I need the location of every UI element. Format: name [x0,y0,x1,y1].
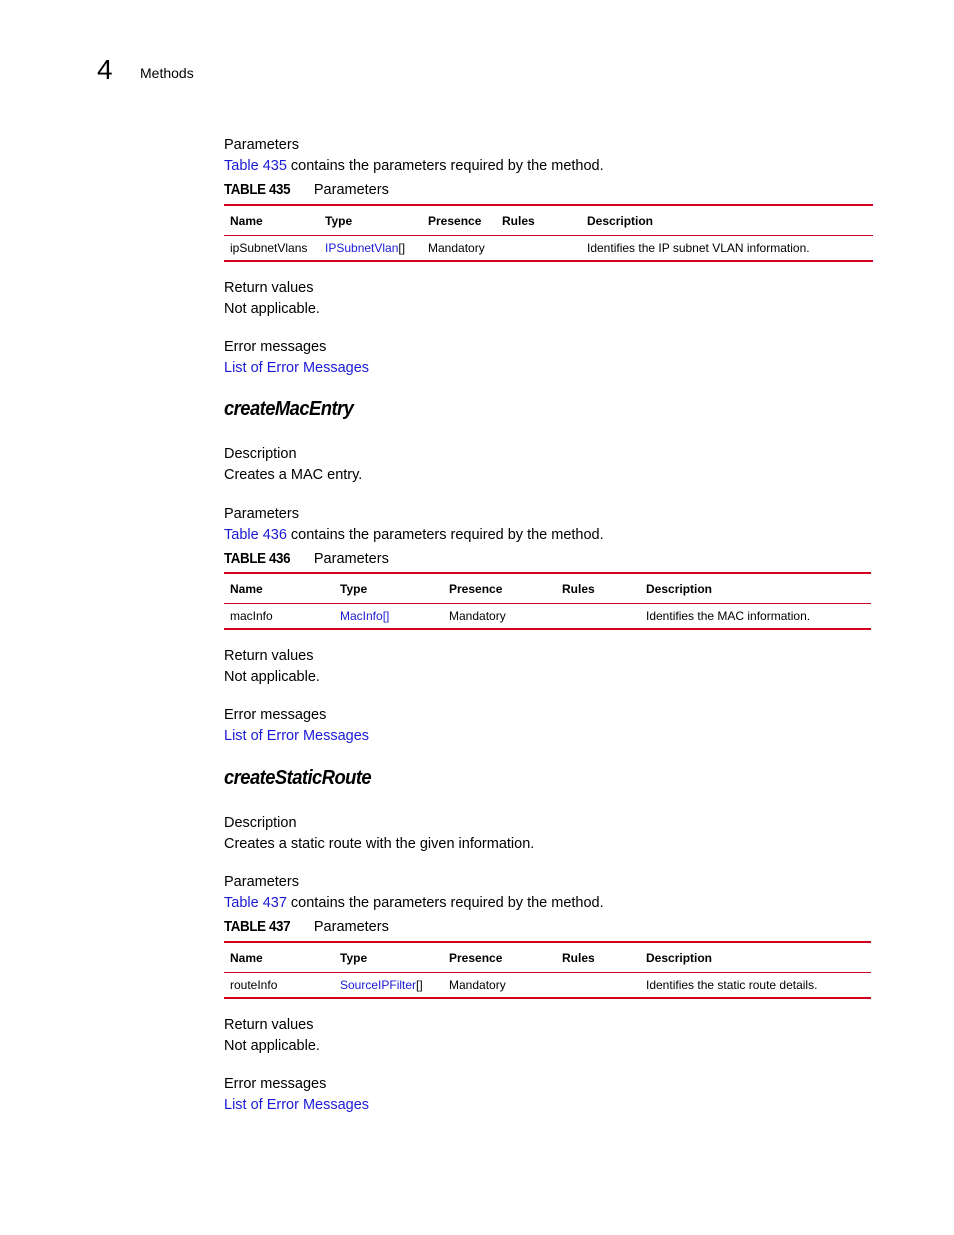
error-messages-link[interactable]: List of Error Messages [224,728,370,744]
return-values-text: Not applicable. [224,1038,320,1054]
table-reference-suffix: contains the parameters required by the method. [286,158,604,174]
return-values-heading: Return values [224,1017,314,1033]
table-label: TABLE 437 [224,919,291,935]
table-caption [224,919,389,935]
table-caption [224,551,389,567]
param-type-link[interactable]: MacInfo [340,609,383,623]
table-caption [224,182,389,198]
return-values-heading: Return values [224,648,314,664]
description-text: Creates a MAC entry. [224,467,363,483]
error-messages-link[interactable]: List of Error Messages [224,1097,370,1113]
table-caption-text: Parameters [313,919,389,935]
col-presence-header: Presence [422,205,496,236]
table-header-row [224,205,873,236]
param-presence: Mandatory [422,236,496,262]
table-header-row [224,942,871,973]
return-values-text: Not applicable. [224,301,320,317]
param-description: Identifies the MAC information. [640,604,871,630]
parameters-heading: Parameters [224,137,299,153]
col-rules-header: Rules [496,205,581,236]
method-title: createStaticRoute [224,767,372,789]
table-437-link[interactable]: Table 437 [224,895,287,911]
param-rules [556,973,640,999]
param-name: ipSubnetVlans [224,236,319,262]
col-rules-header: Rules [556,573,640,604]
parameters-table [224,941,871,999]
parameters-table [224,204,873,262]
parameters-table [224,572,871,630]
col-presence-header: Presence [443,942,556,973]
param-presence: Mandatory [443,973,556,999]
param-type-suffix: [] [382,609,390,623]
param-name: routeInfo [224,973,334,999]
param-type [319,236,422,262]
col-name-header: Name [224,205,319,236]
param-rules [496,236,581,262]
table-435-link[interactable]: Table 435 [224,158,287,174]
parameters-heading: Parameters [224,506,299,522]
description-heading: Description [224,446,297,462]
table-reference-suffix: contains the parameters required by the method. [286,895,604,911]
param-description: Identifies the IP subnet VLAN information. [581,236,873,262]
description-text: Creates a static route with the given information. [224,836,535,852]
table-row [224,236,873,262]
col-presence-header: Presence [443,573,556,604]
return-values-text: Not applicable. [224,669,320,685]
col-description-header: Description [581,205,873,236]
param-type [334,604,443,630]
chapter-title: Methods [140,65,194,81]
param-description: Identifies the static route details. [640,973,871,999]
chapter-number: 4 [97,54,113,85]
table-reference-text [224,157,604,175]
table-reference-text [224,894,604,912]
param-type-link[interactable]: SourceIPFilter [340,978,417,992]
col-name-header: Name [224,573,334,604]
return-values-heading: Return values [224,280,314,296]
param-name: macInfo [224,604,334,630]
error-messages-link[interactable]: List of Error Messages [224,360,370,376]
param-type-suffix: [] [416,978,423,992]
method-title: createMacEntry [224,398,354,420]
table-label: TABLE 435 [224,182,291,198]
table-header-row [224,573,871,604]
error-messages-heading: Error messages [224,707,327,723]
param-type-suffix: [] [398,241,406,255]
table-caption-text: Parameters [313,182,389,198]
table-label: TABLE 436 [224,551,291,567]
table-caption-text: Parameters [313,551,389,567]
table-436-link[interactable]: Table 436 [224,527,287,543]
param-presence: Mandatory [443,604,556,630]
table-row [224,604,871,630]
col-type-header: Type [319,205,422,236]
col-type-header: Type [334,942,443,973]
table-reference-suffix: contains the parameters required by the method. [286,527,604,543]
col-description-header: Description [640,573,871,604]
col-type-header: Type [334,573,443,604]
parameters-heading: Parameters [224,874,299,890]
table-reference-text [224,526,604,544]
param-type-link[interactable]: IPSubnetVlan [325,241,399,255]
error-messages-heading: Error messages [224,1076,327,1092]
table-row [224,973,871,999]
param-rules [556,604,640,630]
error-messages-heading: Error messages [224,339,327,355]
description-heading: Description [224,815,297,831]
col-description-header: Description [640,942,871,973]
col-rules-header: Rules [556,942,640,973]
param-type [334,973,443,999]
col-name-header: Name [224,942,334,973]
